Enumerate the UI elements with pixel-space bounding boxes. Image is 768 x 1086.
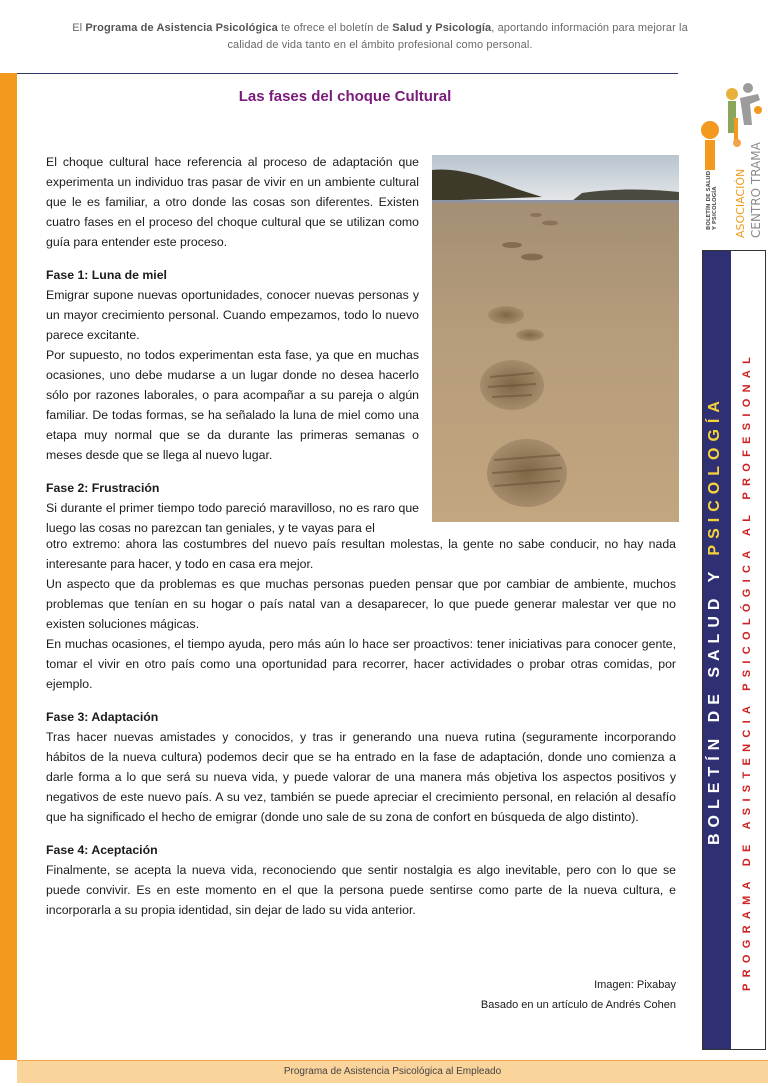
phase-3-section	[46, 707, 676, 827]
phase-2-paragraph-1a: Si durante el primer tiempo todo pareció maravilloso, no es raro que luego las cosas no parezcan tan geniales, y te vayas para el	[46, 501, 419, 535]
footer-bar: Programa de Asistencia Psicológica al Empleado	[17, 1060, 768, 1083]
left-accent-bar	[0, 73, 17, 1060]
article-top-column	[46, 152, 419, 538]
phase-4-heading: Fase 4: Aceptación	[46, 843, 158, 857]
side-vertical-banner	[702, 250, 766, 1050]
phase-2-paragraph-2: Un aspecto que da problemas es que muchas personas pueden pensar que por cambiar de ambiente, muchos problemas que tenían en su hogar o país natal van a desaparecer, lo que puede generar malestar ver que no existen soluciones mágicas.	[46, 577, 676, 631]
beach-footprints-photo	[432, 155, 679, 522]
header-divider	[17, 73, 678, 74]
credits	[481, 975, 676, 1015]
article-bottom-column	[46, 534, 676, 933]
phase-2-paragraph-3: En muchas ocasiones, el tiempo ayuda, pero más aún lo hace ser proactivos: tener iniciativas para conocer gente, tomar el vivir en otro país como una oportunidad para recorrer, hacer actividades o probar otras comidas, por ejemplo.	[46, 637, 676, 691]
phase-1-heading: Fase 1: Luna de miel	[46, 268, 167, 282]
image-credit: Imagen: Pixabay	[594, 979, 676, 991]
phase-3-heading: Fase 3: Adaptación	[46, 710, 159, 724]
phase-4-paragraph: Finalmente, se acepta la nueva vida, reconociendo que sentir nostalgia es algo inevitable, pero con lo que se puede convivir. Es en este momento en el que la persona puede sentirse como parte de la nueva cultura, e incorporarla a su propia identidad, sin dejar de lado su vida anterior.	[46, 863, 676, 917]
phase-1-paragraph-2: Por supuesto, no todos experimentan esta fase, ya que en muchas ocasiones, uno debe mudarse a un lugar donde no desea hacerlo sólo por razones laborales, o para acompañar a su pareja o algún familiar. De todas formas, se ha señalado la luna de miel como una etapa muy normal que se da durante las primeras semanas o meses desde que se llega al nuevo lugar.	[46, 348, 419, 462]
phase-1-section	[46, 265, 419, 465]
logo-centro-trama-text: CENTRO TRAMA	[749, 142, 763, 238]
phase-4-section	[46, 840, 676, 920]
side-program-title: PROGRAMA DE ASISTENCIA PSICOLÓGICA AL PROFESIONAL	[741, 350, 753, 991]
logo-bulletin-text: BOLETÍN DE SALUDY PSICOLOGÍA	[706, 170, 718, 230]
source-credit: Basado en un artículo de Andrés Cohen	[480, 999, 676, 1011]
centro-trama-logo	[700, 80, 766, 240]
page-title: Las fases del choque Cultural	[238, 88, 452, 105]
phase-1-paragraph-1: Emigrar supone nuevas oportunidades, conocer nuevas personas y un mayor crecimiento personal. Cuando empezamos, todo lo nuevo parece excitante.	[46, 288, 419, 342]
intro-paragraph: El choque cultural hace referencia al proceso de adaptación que experimenta un individuo tras pasar de vivir en un ambiente cultural que le es familiar, a otro donde las cosas son diferentes. Existen cuatro fases en el proceso del choque cultural que se utilizan como guía para entender este proceso.	[46, 155, 419, 249]
logo-asociacion-text: ASOCIACIÓN	[734, 168, 747, 238]
header-intro: El Programa de Asistencia Psicológica te ofrece el boletín de Salud y Psicología, aportando información para mejorar la calidad de vida tanto en el ámbito profesional como personal.	[72, 22, 688, 51]
phase-2-heading: Fase 2: Frustración	[46, 481, 160, 495]
side-bulletin-title: BOLETÍN DE SALUD Y PSICOLOGÍA	[706, 395, 723, 845]
phase-2-paragraph-1b: otro extremo: ahora las costumbres del nuevo país resultan molestas, la gente no sabe conducir, no hay nada interesante para hacer, y todo en casa era mejor.	[46, 537, 676, 571]
phase-3-paragraph: Tras hacer nuevas amistades y conocidos, y tras ir generando una nueva rutina (seguramente incorporando hábitos de la nueva cultura) podemos decir que se ha entrado en la fase de adaptación, donde uno comienza a darle forma a lo que será su nueva vida, y puede valorar de una manera más objetiva los aspectos positivos y negativos de este nuevo país. A su vez, también se puede apreciar el crecimiento personal, en relación al desafío que ha significado el hecho de emigrar (donde uno sale de su zona de confort en búsqueda de algo distinto).	[46, 730, 676, 824]
